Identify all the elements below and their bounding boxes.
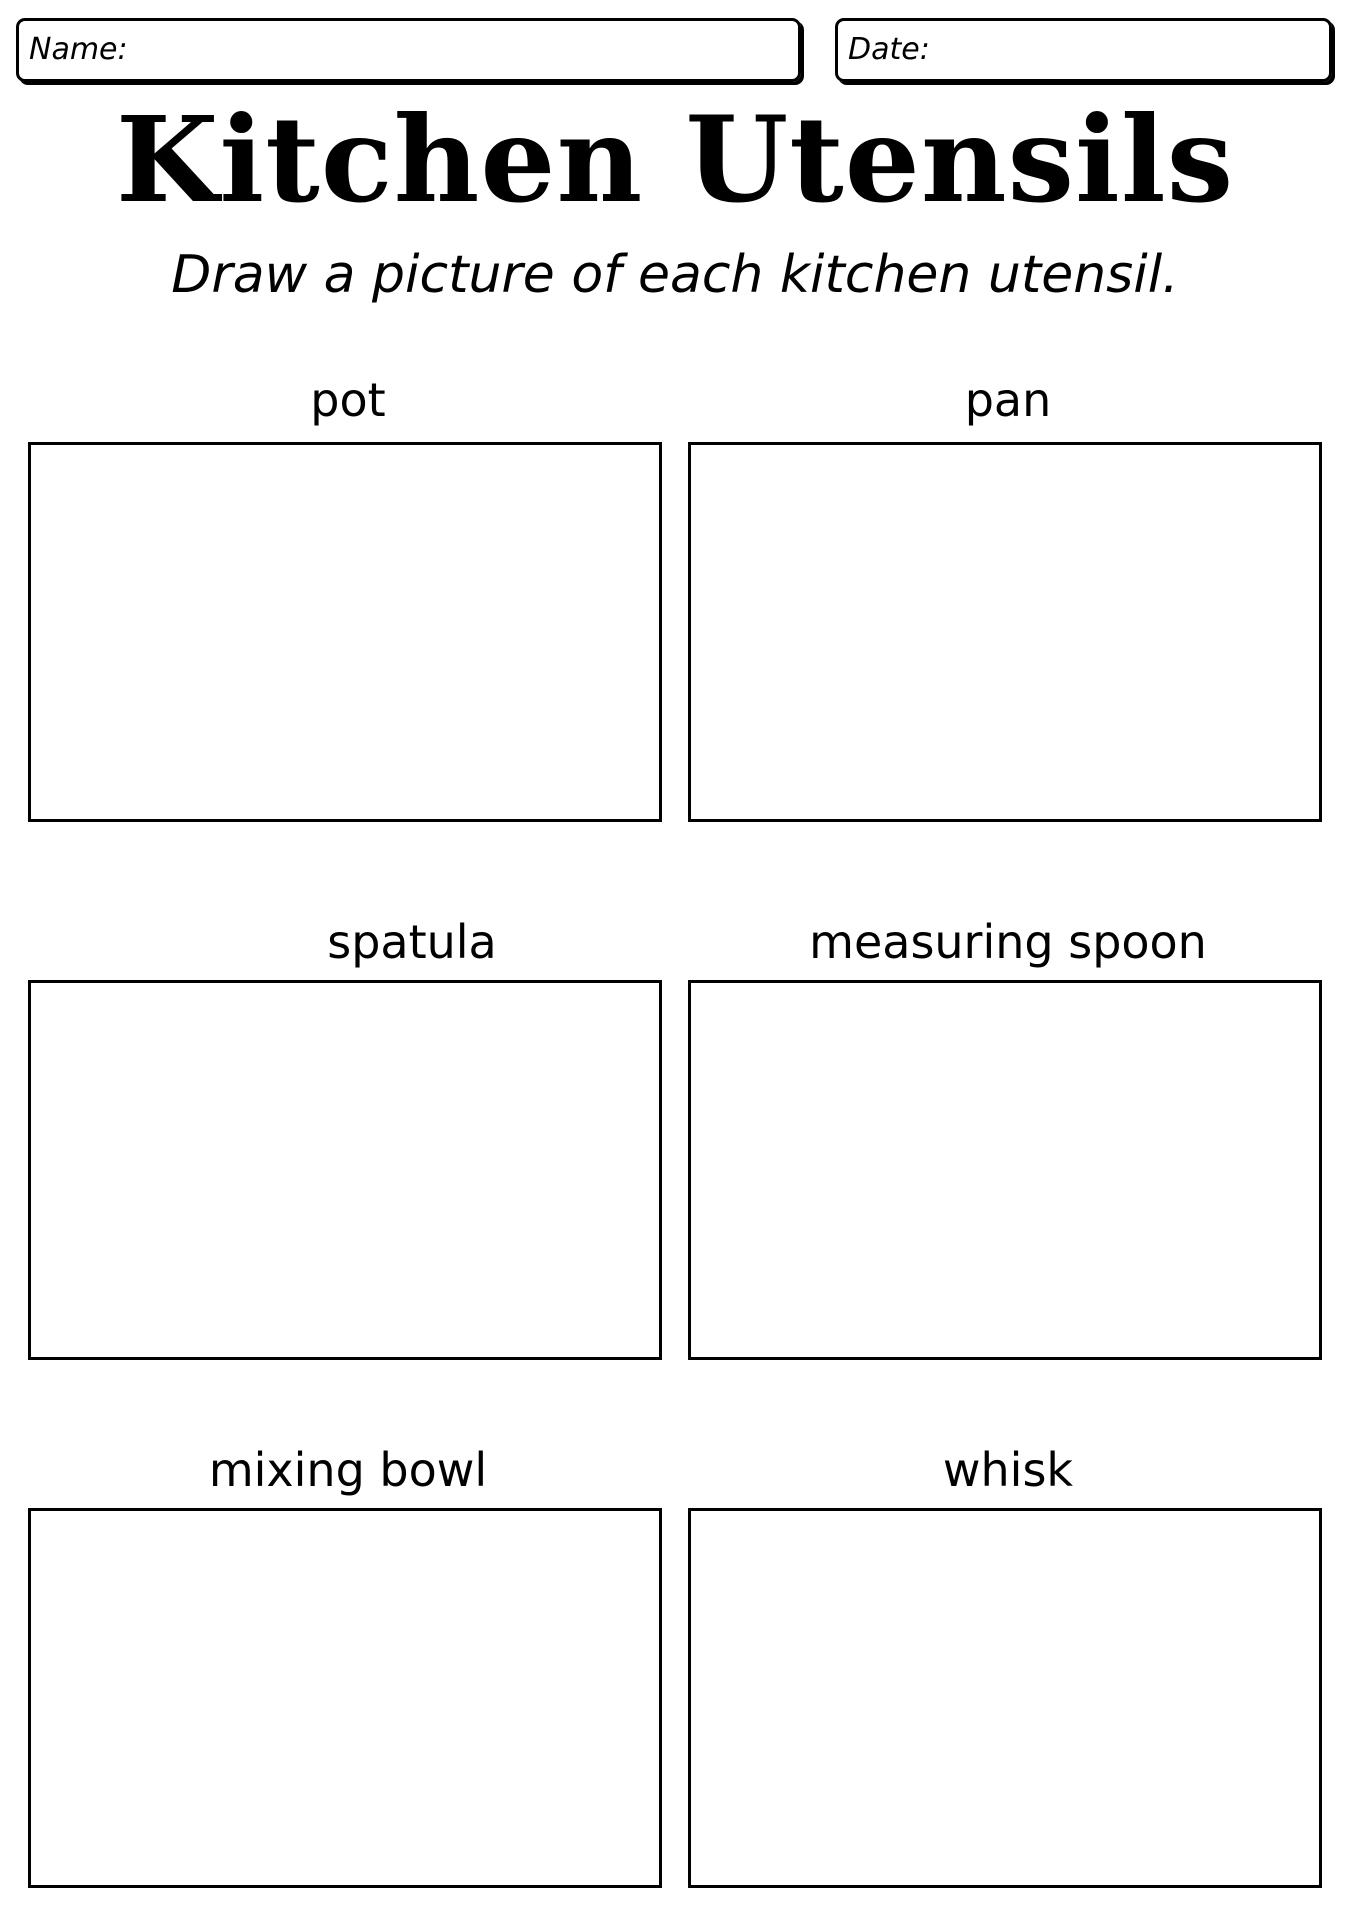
item-label-pan: pan	[964, 373, 1052, 427]
name-label: Name:	[29, 32, 128, 67]
instructions: Draw a picture of each kitchen utensil.	[171, 245, 1179, 305]
item-label-pot: pot	[310, 373, 386, 427]
item-label-measuring-spoon: measuring spoon	[809, 915, 1207, 969]
drawing-box-measuring-spoon[interactable]	[688, 980, 1322, 1360]
date-label: Date:	[848, 32, 930, 67]
drawing-box-pot[interactable]	[28, 442, 662, 822]
drawing-box-pan[interactable]	[688, 442, 1322, 822]
item-label-mixing-bowl: mixing bowl	[208, 1443, 488, 1497]
name-field[interactable]	[16, 18, 801, 82]
drawing-box-whisk[interactable]	[688, 1508, 1322, 1888]
date-field[interactable]	[835, 18, 1332, 82]
item-label-whisk: whisk	[942, 1443, 1074, 1497]
page-title: Kitchen Utensils	[115, 90, 1235, 229]
drawing-box-mixing-bowl[interactable]	[28, 1508, 662, 1888]
item-label-spatula: spatula	[327, 915, 497, 969]
drawing-box-spatula[interactable]	[28, 980, 662, 1360]
